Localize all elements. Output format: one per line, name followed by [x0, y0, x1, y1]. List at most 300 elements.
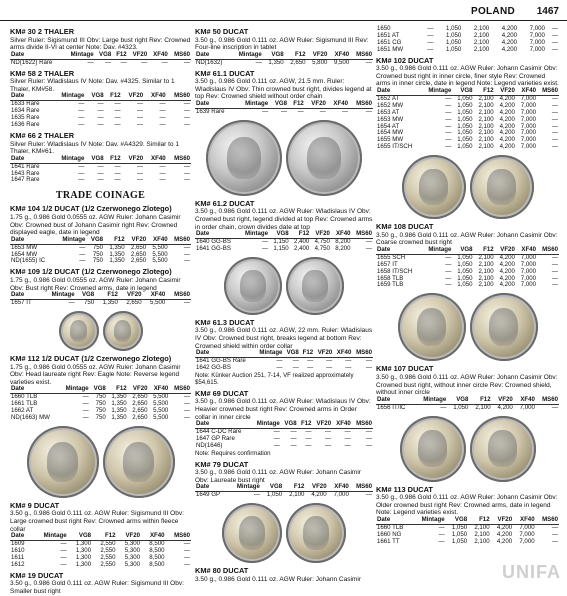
entry-km102 — [376, 57, 559, 152]
table-cell: 750 — [95, 400, 106, 408]
table-cell: — — [78, 114, 85, 122]
column-header: MS60 — [537, 88, 559, 95]
table-cell: 4,750 — [314, 244, 330, 252]
value-table — [10, 156, 191, 185]
table-cell: 1,300 — [75, 553, 92, 561]
column-header: VF20 — [119, 292, 143, 299]
coin-reverse-image — [103, 426, 175, 498]
table-cell: 1639 Rare — [196, 107, 225, 115]
coin-photos — [195, 120, 373, 196]
table-cell: 1641 GG-BS Rare — [196, 357, 246, 365]
table-cell: — — [344, 428, 351, 436]
column-right — [376, 26, 559, 591]
column-header: XF40 — [328, 52, 350, 59]
table-row — [10, 415, 191, 422]
table-cell: 1655 MW — [377, 136, 404, 144]
table-cell: 1641 GG-BS — [196, 244, 231, 252]
coin-obverse-image — [27, 426, 99, 498]
table-cell: — — [305, 434, 312, 442]
table-cell: 5,500 — [152, 250, 168, 258]
entry-title: KM# 50 DUCAT — [195, 27, 249, 36]
column-header: VG8 — [261, 484, 283, 491]
entry-km113 — [376, 486, 559, 546]
table-cell: — — [183, 162, 190, 170]
entry-km108 — [376, 223, 559, 289]
table-cell: — — [319, 107, 326, 115]
value-table — [10, 386, 191, 422]
column-header: F12 — [283, 484, 305, 491]
table-cell: 1,350 — [111, 413, 127, 421]
table-cell: 1653 AT — [377, 108, 400, 116]
table-cell: — — [445, 108, 452, 116]
table-row — [10, 122, 191, 129]
coin-photos — [10, 426, 191, 498]
column-header: VG8 — [269, 101, 288, 108]
table-cell: 1609 — [11, 540, 25, 548]
table-cell: — — [365, 244, 372, 252]
table-cell: — — [325, 428, 332, 436]
coin-photos — [376, 416, 559, 482]
column-header: VF20 — [306, 52, 328, 59]
table-cell: 1,350 — [109, 250, 125, 258]
column-header: XF40 — [327, 101, 349, 108]
table-cell: 4,200 — [499, 267, 515, 275]
table-cell: 7,000 — [520, 143, 536, 151]
table-cell: — — [438, 523, 445, 531]
table-cell: 750 — [95, 393, 106, 401]
coin-obverse-image — [400, 416, 466, 482]
column-header: VG8 — [283, 350, 299, 357]
column-header: VG8 — [269, 231, 290, 238]
column-header: Date — [376, 247, 422, 254]
column-header: F12 — [107, 386, 128, 393]
entry-km19 — [10, 572, 191, 596]
table-cell: 1651 CG — [377, 38, 402, 46]
table-cell: — — [161, 58, 168, 66]
table-cell: — — [438, 537, 445, 545]
table-cell: — — [253, 491, 260, 499]
table-cell: — — [82, 407, 89, 414]
coin-photos — [10, 311, 191, 351]
table-cell: 4,200 — [497, 403, 513, 411]
entry-description: 1.75 g., 0.986 Gold 0.0555 oz. AGW Ruler: Johann Casimir Obv: Crowned bust of Johann Casimir right Rev: Crowned displayed eagle, date in legend — [10, 213, 181, 237]
table-cell: 1642 GG-BS — [196, 364, 231, 372]
table-row — [195, 246, 373, 253]
table-cell: — — [273, 428, 280, 436]
table-cell: — — [551, 115, 558, 123]
table-cell: — — [297, 107, 304, 115]
table-cell: — — [551, 403, 558, 411]
table-cell: 7,000 — [529, 25, 545, 32]
table-cell: 1657 IT — [377, 260, 398, 268]
table-cell: 8,200 — [335, 238, 351, 246]
table-cell: 1612 — [11, 560, 25, 568]
value-table — [195, 484, 373, 499]
table-cell: 5,500 — [150, 299, 166, 306]
coin-photos — [376, 155, 559, 219]
country-heading: POLAND — [470, 6, 515, 17]
value-table — [195, 421, 373, 450]
table-cell: — — [551, 523, 558, 531]
column-header: XF40 — [141, 533, 165, 540]
column-header: F12 — [105, 156, 122, 163]
table-cell: — — [137, 121, 144, 128]
table-cell: 4,200 — [499, 101, 515, 109]
table-cell: 2,100 — [474, 523, 490, 531]
table-cell: 4,200 — [499, 274, 515, 282]
header-rule — [0, 20, 567, 21]
table-cell: 5,800 — [312, 58, 328, 66]
table-cell: 1,350 — [111, 407, 127, 414]
entry-title: KM# 69 DUCAT — [195, 388, 249, 398]
table-cell: 1652 AT — [377, 94, 400, 102]
value-table — [376, 397, 559, 412]
table-cell: — — [551, 38, 558, 46]
column-header: MS60 — [536, 517, 559, 524]
entry-title: KM# 19 DUCAT — [10, 570, 64, 580]
column-header: MS60 — [167, 93, 191, 100]
column-header: Date — [10, 93, 51, 100]
entry-km104 — [10, 205, 191, 265]
table-row — [10, 177, 191, 184]
entry-title: KM# 66 2 THALER — [10, 130, 75, 140]
entry-km9 — [10, 502, 191, 569]
table-cell: 8,500 — [149, 560, 165, 568]
table-cell: 1,050 — [266, 491, 283, 499]
table-cell: — — [114, 176, 121, 184]
column-header: VF20 — [128, 52, 149, 59]
table-cell: — — [341, 107, 348, 115]
table-cell: 1656 IT/IC — [377, 403, 406, 411]
table-row — [10, 562, 191, 569]
column-header: Date — [10, 292, 41, 299]
table-cell: 1659 TLB — [377, 281, 404, 289]
entry-title: KM# 58 2 THALER — [10, 68, 75, 78]
coin-obverse-image — [222, 503, 282, 563]
column-header: VG8 — [447, 397, 469, 404]
table-cell: — — [551, 122, 558, 130]
table-cell: 5,300 — [124, 547, 141, 554]
column-header: F12 — [112, 52, 127, 59]
table-cell: — — [114, 107, 121, 115]
table-cell: 1654 MW — [11, 250, 38, 258]
table-cell: — — [78, 162, 85, 170]
entry-description: 3.50 g., 0.986 Gold 0.111 oz. AGW Ruler: Sigismund III Obv: Large crowned bust right Rev: Crowned arms within fleece collar — [10, 510, 184, 533]
table-cell: 2,550 — [100, 547, 116, 554]
table-cell: 7,000 — [529, 38, 545, 46]
table-cell: 1,350 — [102, 299, 118, 306]
table-cell: — — [120, 58, 127, 66]
column-header: F12 — [298, 421, 313, 428]
table-cell: — — [114, 162, 121, 170]
entry-title: KM# 108 DUCAT — [376, 222, 434, 232]
table-cell: — — [445, 143, 452, 151]
table-cell: — — [183, 407, 190, 414]
column-header: VG8 — [95, 52, 113, 59]
table-cell: 4,200 — [499, 260, 515, 268]
value-table — [376, 247, 559, 289]
table-cell: — — [97, 162, 104, 170]
column-header: F12 — [288, 101, 305, 108]
table-row — [10, 300, 191, 307]
table-cell: — — [551, 31, 558, 39]
coin-reverse-image — [470, 416, 536, 482]
table-cell: — — [427, 31, 434, 39]
coin-photos — [195, 503, 373, 563]
entry-description: 3.50 g., 0.986 Gold 0.111 oz. AGW Ruler: Johann Casimir Obv: Coarse crowned bust right — [376, 231, 558, 247]
table-cell: — — [365, 238, 372, 246]
table-cell: 1,350 — [268, 58, 284, 66]
table-cell: 4,200 — [499, 136, 515, 144]
table-cell: — — [445, 101, 452, 109]
table-cell: — — [79, 250, 86, 258]
value-table — [195, 350, 373, 372]
table-cell: 1,050 — [457, 253, 473, 261]
table-cell: 1,050 — [446, 25, 462, 32]
watermark: UNIFA — [502, 562, 561, 582]
table-cell: — — [137, 107, 144, 115]
table-cell: — — [344, 434, 351, 442]
column-header: Mintage — [51, 93, 85, 100]
column-header: Mintage — [41, 292, 75, 299]
value-table — [10, 93, 191, 129]
table-cell: — — [183, 393, 190, 401]
entry-note: Note: Requires confirmation — [195, 449, 271, 457]
table-cell: 1,050 — [457, 274, 473, 282]
table-cell: — — [183, 100, 190, 108]
column-header: Date — [195, 52, 231, 59]
table-cell: — — [137, 169, 144, 177]
table-cell: — — [445, 136, 452, 144]
entry-km69 — [195, 390, 373, 458]
table-cell: 2,550 — [100, 553, 116, 561]
table-cell: 4,200 — [499, 108, 515, 116]
table-cell: 1655 SCH — [377, 253, 406, 261]
table-cell: 8,500 — [149, 540, 165, 548]
table-cell: — — [305, 428, 312, 436]
table-cell: 2,100 — [478, 267, 494, 275]
table-cell: 8,500 — [149, 547, 165, 554]
table-cell: — — [551, 25, 558, 32]
table-cell: 8,500 — [149, 553, 165, 561]
table-cell: — — [114, 100, 121, 108]
column-header: F12 — [104, 237, 126, 244]
table-row — [195, 365, 373, 372]
column-header: Mintage — [422, 247, 453, 254]
table-cell: 2,650 — [130, 257, 147, 265]
value-table — [10, 237, 191, 266]
table-cell: 1662 AT — [11, 407, 34, 414]
table-cell: 5,500 — [152, 243, 168, 251]
table-cell: — — [445, 94, 452, 102]
table-cell: 7,000 — [520, 94, 536, 102]
column-header: MS60 — [350, 484, 373, 491]
table-cell: 1653 MW — [377, 115, 404, 123]
coin-reverse-image — [470, 155, 534, 219]
entry-description: 1.75 g., 0.986 Gold 0.0555 oz. AGW Ruler: Johann Casimir Obv: Head laureate right Rev: Eagle Note: Reverse legend varieties exist. — [10, 363, 181, 386]
column-header: Mintage — [59, 386, 89, 393]
column-header: VF20 — [126, 237, 148, 244]
table-cell: 2,100 — [478, 129, 494, 137]
table-cell: 7,000 — [529, 45, 545, 53]
table-cell: 1636 Rare — [11, 121, 40, 128]
column-header: MS60 — [352, 421, 373, 428]
table-cell: 1,050 — [457, 122, 473, 130]
table-cell: 2,100 — [478, 143, 494, 151]
table-row — [195, 443, 373, 450]
coin-obverse-image — [206, 120, 282, 196]
table-cell: — — [78, 107, 85, 115]
table-cell: 5,500 — [153, 413, 169, 421]
table-cell: 2,100 — [478, 253, 494, 261]
table-cell: — — [365, 107, 372, 115]
table-cell: 1,350 — [109, 257, 125, 265]
table-cell: — — [290, 428, 297, 436]
table-cell: 4,200 — [496, 537, 513, 545]
table-cell: 4,200 — [499, 253, 515, 261]
table-cell: 4,200 — [501, 31, 517, 39]
table-cell: — — [183, 58, 190, 66]
table-cell: — — [60, 547, 67, 554]
table-cell: 1,050 — [451, 530, 468, 538]
column-header: F12 — [469, 397, 491, 404]
table-cell: 2,100 — [478, 122, 494, 130]
table-cell: — — [445, 274, 452, 282]
table-cell: 9,500 — [333, 58, 350, 66]
table-cell: 4,200 — [501, 25, 517, 32]
column-header: MS60 — [537, 247, 559, 254]
table-cell: — — [183, 400, 190, 408]
table-cell: — — [445, 129, 452, 137]
table-cell: 7,000 — [520, 281, 536, 289]
table-cell: 1611 — [11, 553, 25, 561]
table-cell: — — [183, 547, 190, 554]
table-cell: — — [290, 441, 297, 449]
table-cell: 1,350 — [111, 393, 127, 401]
table-cell: 4,200 — [499, 129, 515, 137]
table-cell: 7,000 — [520, 274, 536, 282]
value-table — [10, 52, 191, 67]
column-header: MS60 — [350, 52, 373, 59]
table-cell: — — [292, 357, 299, 365]
table-cell: 1649 GP — [196, 491, 221, 499]
column-header: VF20 — [305, 484, 327, 491]
table-cell: — — [60, 540, 67, 548]
table-cell: 4,200 — [499, 281, 515, 289]
table-cell: — — [78, 176, 85, 184]
table-cell: — — [137, 114, 144, 122]
column-header: MS60 — [352, 350, 373, 357]
table-cell: 1661 TT — [377, 537, 400, 545]
column-header: VF20 — [495, 247, 516, 254]
table-cell: — — [307, 357, 314, 365]
entry-title: KM# 104 1/2 DUCAT (1/2 Czerwonego Zlotego) — [10, 204, 172, 214]
table-cell: 1652 MW — [377, 101, 404, 109]
table-cell: — — [551, 260, 558, 268]
value-table — [195, 52, 373, 67]
table-cell: — — [97, 176, 104, 184]
column-header: MS60 — [167, 156, 191, 163]
column-header: Date — [195, 421, 251, 428]
column-header: XF40 — [513, 517, 536, 524]
table-cell: — — [261, 238, 269, 246]
table-cell: 2,550 — [100, 560, 116, 568]
column-header: VG8 — [90, 386, 107, 393]
column-header: F12 — [105, 93, 122, 100]
coin-obverse-image — [59, 311, 99, 351]
table-cell: 5,500 — [152, 257, 168, 265]
page-number: 1467 — [536, 6, 559, 17]
table-cell: 1660 TLB — [377, 523, 404, 531]
entry-description: 3.50 g., 0.986 Gold 0.111 oz. AGW Ruler: Wladislaus IV Obv: Crowned bust right, legend divided at top Rev: Crowned arms in order chain, crown divides date at top — [195, 208, 373, 231]
table-cell: 1661 TLB — [11, 400, 38, 408]
table-cell: 1,050 — [451, 523, 468, 531]
table-cell: 2,100 — [478, 136, 494, 144]
coin-reverse-image — [286, 503, 346, 563]
column-header: XF40 — [148, 386, 169, 393]
column-header: F12 — [285, 52, 307, 59]
table-cell: — — [159, 114, 166, 122]
table-cell: 1660 NG — [377, 530, 402, 538]
value-table — [376, 517, 559, 546]
column-header: MS60 — [166, 292, 191, 299]
table-cell: — — [365, 428, 372, 436]
entry-description: 3.50 g., 0.986 Gold 0.111 oz. AGW Ruler: Johann Casimir Obv: Crowned bust right in inner circle, finer style Rev: Crowned arms in inner circle, date in legend Note: Legend varieties exist. — [376, 65, 559, 88]
coin-obverse-image — [224, 257, 282, 315]
table-cell: 1658 IT/SCH — [377, 267, 413, 275]
column-header: XF40 — [333, 350, 352, 357]
entry-km112 — [10, 355, 191, 422]
table-cell: — — [305, 441, 312, 449]
table-cell: 1633 Rare — [11, 100, 40, 108]
table-cell: 7,000 — [520, 129, 536, 137]
table-cell: — — [183, 560, 190, 568]
column-header: Mintage — [55, 237, 86, 244]
table-cell: — — [551, 94, 558, 102]
column-header: Date — [10, 533, 32, 540]
entry-title: KM# 109 1/2 DUCAT (1/2 Czerwonego Zlotego) — [10, 267, 172, 277]
entry-title: KM# 102 DUCAT — [376, 55, 434, 65]
table-cell: 1,300 — [75, 560, 92, 568]
table-cell: 1,050 — [457, 136, 473, 144]
table-cell: — — [551, 108, 558, 116]
table-cell: — — [365, 441, 372, 449]
column-header: Mintage — [251, 421, 281, 428]
entry-title: KM# 112 1/2 DUCAT (1/2 Czerwonego Zlotego) — [10, 353, 172, 363]
table-cell: 1,050 — [451, 537, 468, 545]
table-cell: 2,100 — [473, 45, 490, 53]
table-cell: 4,200 — [499, 143, 515, 151]
table-cell: 2,100 — [474, 537, 490, 545]
table-cell: 750 — [83, 299, 95, 306]
entry-title: KM# 80 DUCAT — [195, 566, 249, 576]
table-cell: — — [551, 129, 558, 137]
table-cell: 750 — [92, 243, 104, 251]
table-cell: 750 — [92, 257, 104, 265]
table-cell: 2,650 — [132, 393, 148, 401]
table-cell: — — [183, 553, 190, 561]
table-cell: ND(1622) Rare — [11, 58, 53, 66]
entry-title: KM# 79 DUCAT — [195, 459, 249, 469]
table-cell: — — [78, 121, 85, 128]
table-cell: 1,050 — [457, 143, 473, 151]
entry-title: KM# 9 DUCAT — [10, 500, 60, 510]
table-cell: 1644 C-DC Rare — [196, 428, 242, 436]
column-header: VF20 — [122, 156, 145, 163]
table-cell: 7,000 — [520, 108, 536, 116]
table-cell: 1,150 — [273, 244, 289, 252]
coin-obverse-image — [402, 155, 466, 219]
